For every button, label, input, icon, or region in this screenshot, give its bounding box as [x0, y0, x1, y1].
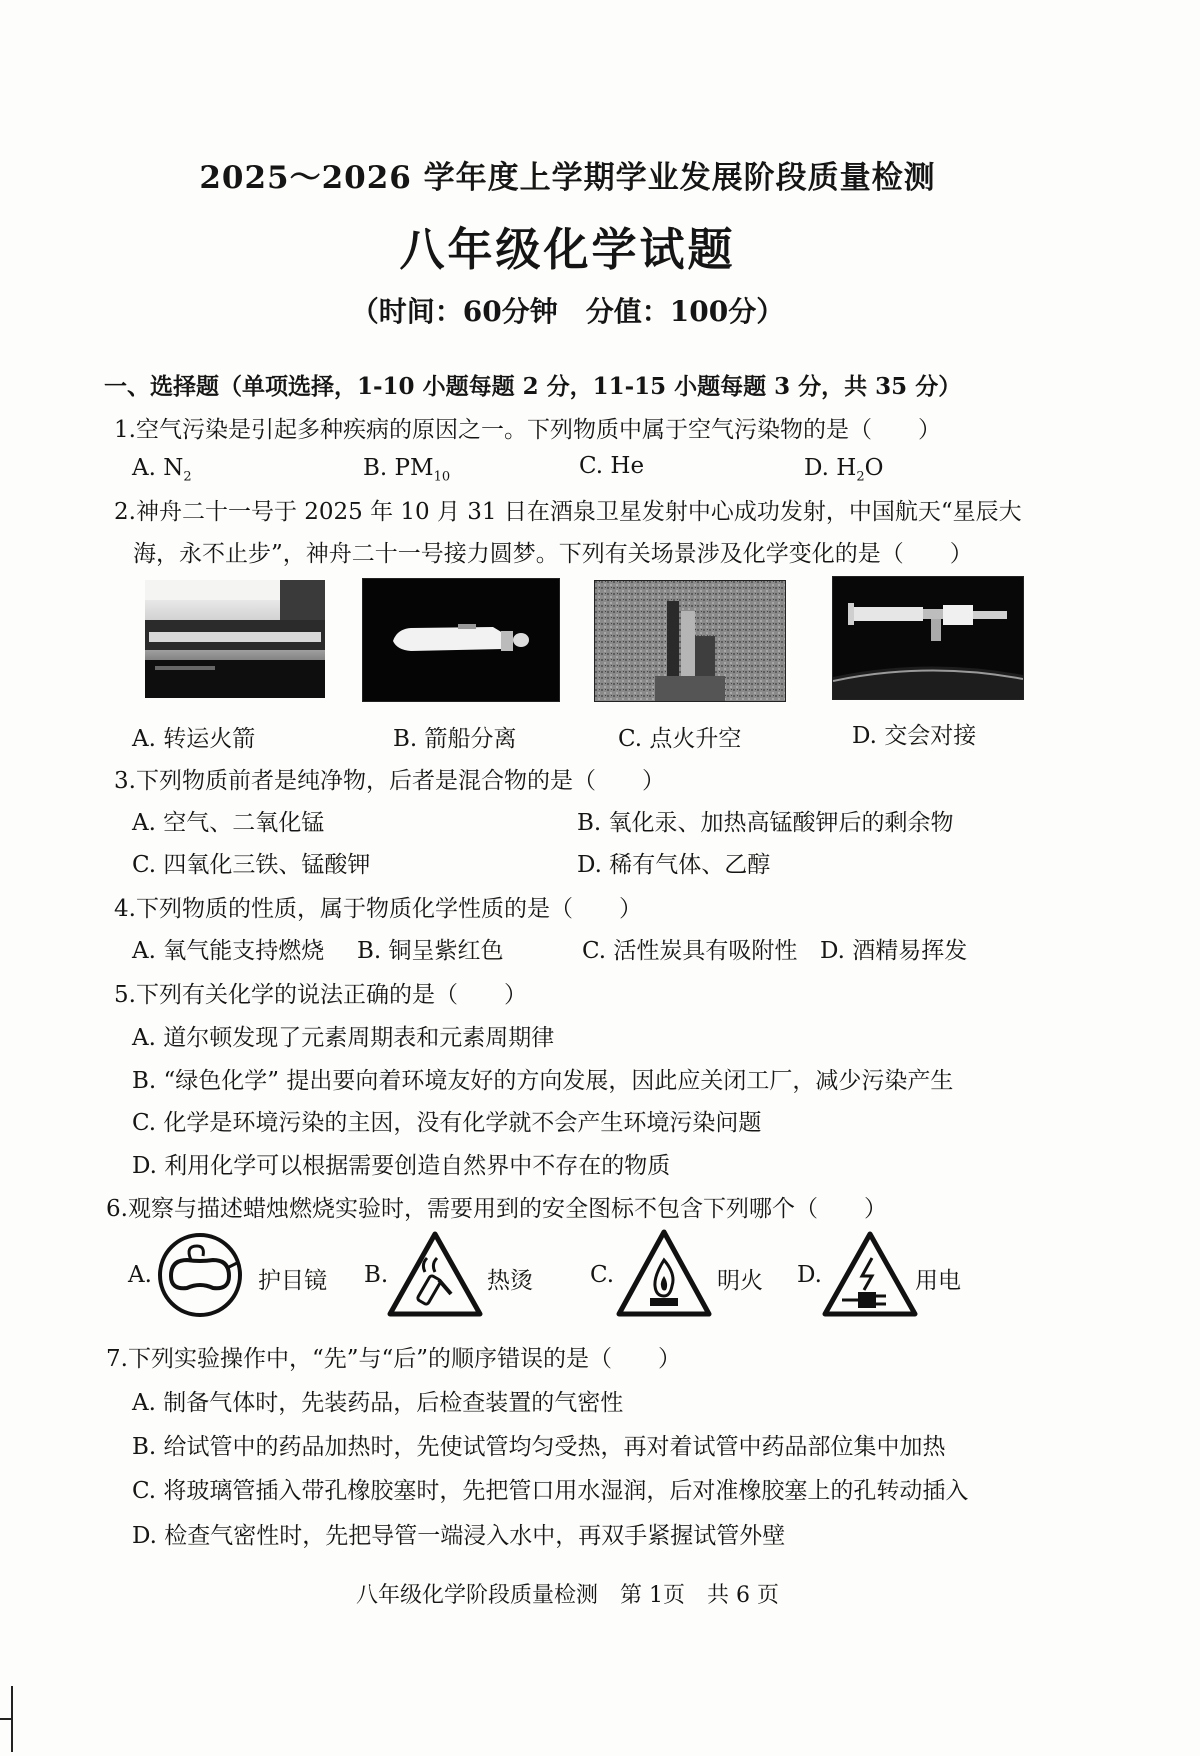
q2-stem-line1: 2.神舟二十一号于 2025 年 10 月 31 日在酒泉卫星发射中心成功发射，中国航天“星辰大: [114, 499, 1022, 525]
q1-d-post: O: [864, 455, 884, 481]
q2-option-d: D. 交会对接: [852, 723, 977, 749]
q2-option-a: A. 转运火箭: [132, 726, 256, 752]
q2-option-c: C. 点火升空: [618, 726, 742, 752]
q6-a-label: 护目镜: [258, 1268, 327, 1294]
q4-option-a: A. 氧气能支持燃烧: [132, 938, 325, 964]
q6-b-letter: B.: [364, 1262, 389, 1288]
open-flame-icon: [614, 1226, 714, 1320]
q4-option-c: C. 活性炭具有吸附性: [582, 938, 798, 964]
q5-stem: 5.下列有关化学的说法正确的是（ ）: [114, 982, 527, 1008]
q5-option-d: D. 利用化学可以根据需要创造自然界中不存在的物质: [132, 1153, 671, 1179]
section-heading: 一、选择题（单项选择，1-10 小题每题 2 分，11-15 小题每题 3 分，共 35 分）: [104, 373, 962, 400]
q6-stem: 6.观察与描述蜡烛燃烧实验时，需要用到的安全图标不包含下列哪个（ ）: [106, 1196, 887, 1222]
scan-edge-tick: [0, 1718, 12, 1720]
hot-surface-icon: [385, 1228, 485, 1320]
q1-d-pre: D. H: [804, 455, 857, 481]
q2-photo-d-docking: [832, 576, 1024, 700]
q1-option-a: [132, 455, 192, 485]
q1-b-sub: 10: [433, 469, 451, 485]
exam-title: 2025～2026 学年度上学期学业发展阶段质量检测: [199, 160, 936, 196]
q4-option-d: D. 酒精易挥发: [820, 938, 968, 964]
exam-subject: 八年级化学试题: [399, 223, 736, 276]
q2-photo-a-rocket-transport: [145, 580, 325, 698]
q3-option-d: D. 稀有气体、乙醇: [577, 852, 771, 878]
q2-option-b: B. 箭船分离: [393, 726, 517, 752]
q1-b-main: B. PM: [363, 455, 434, 481]
q6-b-label: 热烫: [487, 1268, 533, 1294]
electricity-icon: [820, 1228, 920, 1320]
q1-d-sub: 2: [856, 469, 865, 485]
q5-option-c: C. 化学是环境污染的主因，没有化学就不会产生环境污染问题: [132, 1110, 762, 1136]
q5-option-b: B. “绿色化学” 提出要向着环境友好的方向发展，因此应关闭工厂，减少污染产生: [132, 1068, 954, 1094]
q3-stem: 3.下列物质前者是纯净物，后者是混合物的是（ ）: [114, 768, 665, 794]
q6-c-letter: C.: [590, 1262, 615, 1288]
q4-option-b: B. 铜呈紫红色: [357, 938, 504, 964]
q2-photo-c-launch: [594, 580, 786, 702]
page-footer: 八年级化学阶段质量检测 第 1页 共 6 页: [356, 1583, 779, 1608]
q7-option-b: B. 给试管中的药品加热时，先使试管均匀受热，再对着试管中药品部位集中加热: [132, 1434, 946, 1460]
q2-stem-line2: 海，永不止步”，神舟二十一号接力圆梦。下列有关场景涉及化学变化的是（ ）: [133, 541, 973, 567]
q4-stem: 4.下列物质的性质，属于物质化学性质的是（ ）: [114, 896, 642, 922]
q3-option-c: C. 四氧化三铁、锰酸钾: [132, 852, 371, 878]
q7-option-a: A. 制备气体时，先装药品，后检查装置的气密性: [132, 1390, 624, 1416]
q7-option-c: C. 将玻璃管插入带孔橡胶塞时，先把管口用水湿润，后对准橡胶塞上的孔转动插入: [132, 1478, 969, 1504]
q1-option-c: C. He: [579, 453, 645, 479]
goggles-icon: [155, 1230, 245, 1320]
q6-d-letter: D.: [797, 1262, 822, 1288]
q6-a-letter: A.: [128, 1262, 152, 1288]
q1-a-sub: 2: [183, 469, 192, 485]
q1-a-main: A. N: [132, 455, 184, 481]
q1-stem: 1.空气污染是引起多种疾病的原因之一。下列物质中属于空气污染物的是（ ）: [114, 417, 941, 443]
q5-option-a: A. 道尔顿发现了元素周期表和元素周期律: [132, 1025, 555, 1051]
q1-option-d: [804, 455, 883, 485]
q3-option-b: B. 氧化汞、加热高锰酸钾后的剩余物: [577, 810, 954, 836]
q2-photo-b-separation: [362, 578, 560, 702]
q3-option-a: A. 空气、二氧化锰: [132, 810, 325, 836]
q1-option-b: [363, 455, 450, 485]
q7-stem: 7.下列实验操作中，“先”与“后”的顺序错误的是（ ）: [106, 1346, 681, 1372]
q7-option-d: D. 检查气密性时，先把导管一端浸入水中，再双手紧握试管外壁: [132, 1523, 786, 1549]
q6-d-label: 用电: [915, 1268, 961, 1294]
q6-c-label: 明火: [717, 1268, 763, 1294]
exam-meta: （时间：60分钟 分值：100分）: [350, 295, 785, 328]
